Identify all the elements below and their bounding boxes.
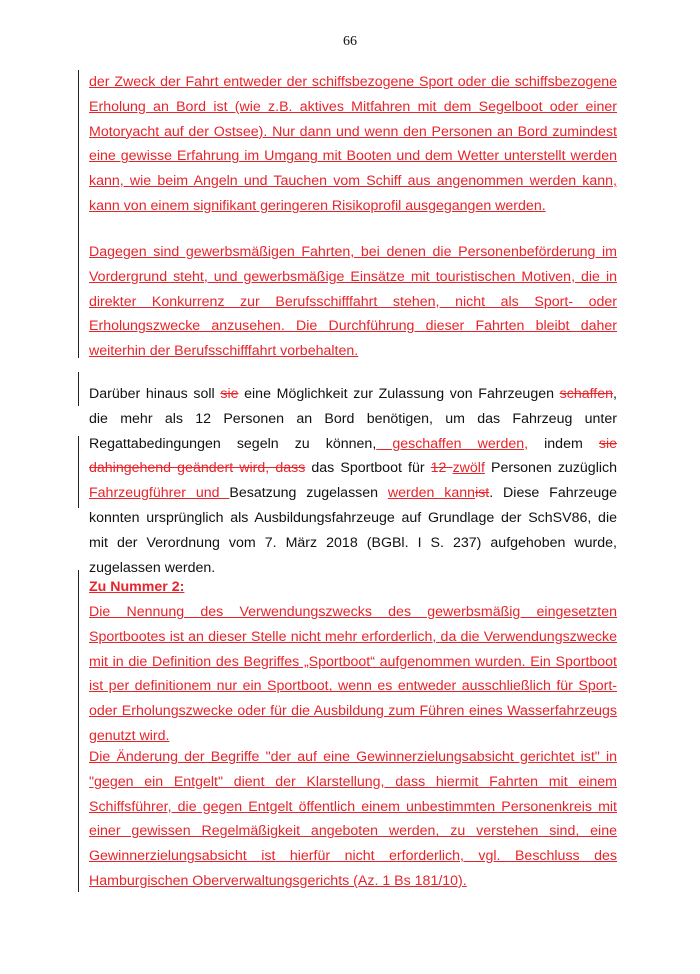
heading-zu-nummer-2: Zu Nummer 2: [89, 579, 185, 595]
inserted-text: Die Nennung des Verwendungszwecks des gewerbsmäßig eingesetzten Sportbootes ist an dieser Stelle nicht mehr erforderlich, da die Verwendungszwecke mit in die Definition des Begriffes „Sportboot“ aufgenommen wurden. Ein Sportboot ist per definitionem nur ein Sportboot, wenn es entweder ausschließlich für Sport- oder Erholungszwecke oder für die Ausbildung zum Führen eines Wasserfahrzeugs genutzt wird. [89, 604, 617, 744]
text: eine Möglichkeit zur Zulassung von Fahrzeugen [238, 386, 560, 402]
inserted-text: Dagegen sind gewerbsmäßigen Fahrten, bei denen die Personenbeförderung im Vordergrund steht, und gewerbsmäßige Einsätze mit touristischen Motiven, die in direkter Konkurrenz zur Berufsschifffahrt stehen, nicht als Sport- oder Erholungszwecke anzusehen. Die Durchführung dieser Fahrten bleibt daher weiterhin der Berufsschifffahrt vorbehalten. [89, 244, 617, 360]
text: Besatzung zugelassen [229, 485, 388, 502]
text: Darüber hinaus soll [89, 386, 221, 402]
text: Personen zuzüglich [484, 460, 617, 477]
inserted-text: der Zweck der Fahrt entweder der schiffsbezogene Sport oder die schiffsbezogene Erholung an Bord ist (wie z.B. aktives Mitfahren mit dem Segelboot oder einer Motoryacht auf der Ostsee). Nur dann und wenn den Personen an Bord zumindest eine gewisse Erfahrung im Umgang mit Booten und dem Wetter unterstellt werden kann, wie beim Angeln und Tauchen vom Schiff aus angenommen werden kann, kann von einem signifikant geringeren Risikoprofil ausgegangen werden. [89, 74, 617, 214]
change-bar [78, 70, 79, 358]
text: , die mehr als 12 Personen an Bord benötigen, um das Fahrzeug unter Regattabedingungen segeln zu können, [89, 386, 617, 452]
deleted-text: ist [475, 485, 490, 502]
deleted-text: sie dahingehend geändert wird, dass [89, 435, 618, 477]
change-bar [78, 570, 79, 892]
section-heading [89, 575, 617, 600]
text: . Diese Fahrzeuge konnten ursprünglich als Ausbildungsfahrzeuge auf Grundlage der SchSV86, die mit der Verordnung vom 7. März 2018 (BGBl. I S. 237) aufgehoben wurde, zugelassen werden. [89, 485, 617, 576]
inserted-text: werden kann [387, 485, 476, 502]
deleted-text: schaffen [559, 386, 614, 402]
inserted-text: zwölf [452, 460, 485, 477]
inserted-text: geschaffen werden, [376, 435, 529, 452]
inserted-text: Fahrzeugführer und [89, 485, 230, 502]
page-number: 66 [343, 34, 357, 49]
paragraph-entgelt [89, 745, 617, 894]
deleted-text: 12 [430, 460, 453, 477]
text: das Sportboot für [305, 460, 431, 477]
paragraph-regatta [89, 382, 617, 580]
inserted-text: Die Änderung der Begriffe "der auf eine Gewinnerzielungsabsicht gerichtet ist" in "gegen ein Entgelt" dient der Klarstellung, dass hiermit Fahrten mit einem Schiffsführer, die gegen Entgelt öffentlich einem unbestimmten Personenkreis mit einer gewissen Regelmäßigkeit angeboten werden, zu verstehen sind, eine Gewinnerzielungsabsicht ist hierfür nicht erforderlich, vgl. Beschluss des Hamburgischen Oberverwaltungsgerichts (Az. 1 Bs 181/10). [89, 749, 617, 889]
change-bar [78, 436, 79, 508]
text: indem [528, 435, 599, 452]
paragraph-inserted-zweck [89, 70, 617, 219]
change-bar [78, 372, 79, 406]
paragraph-verwendungszweck [89, 600, 617, 749]
paragraph-inserted-gewerbsmaessig [89, 240, 617, 364]
deleted-text: sie [220, 386, 239, 402]
